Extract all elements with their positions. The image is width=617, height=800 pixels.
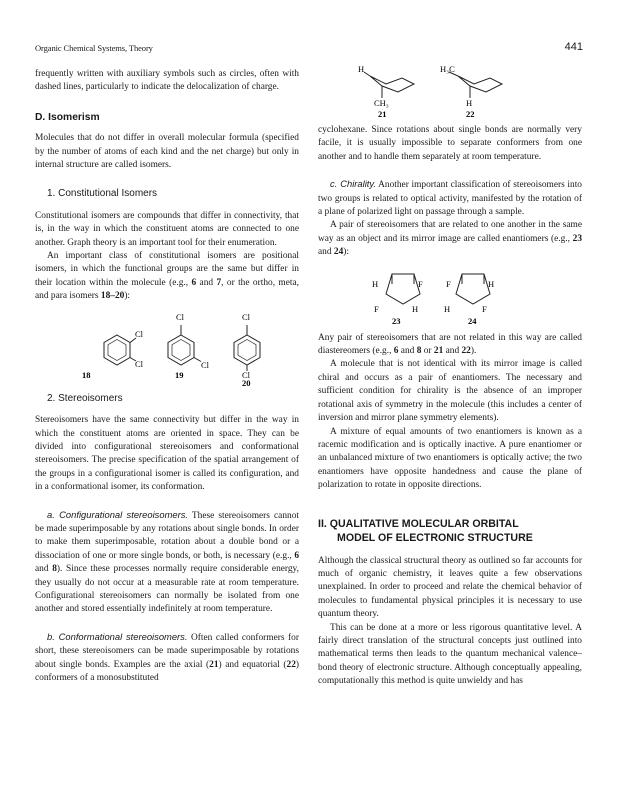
- paragraph-enantiomers: A pair of stereoisomers that are related to one another in the same way as an object and its mirror image are called enantiomers (e.g., 23 and 24):: [318, 220, 582, 258]
- chlorine-label: Cl: [135, 328, 144, 339]
- compound-number-22: 22: [466, 109, 475, 119]
- structure-19-meta: [168, 312, 210, 380]
- structure-21-axial: [358, 64, 414, 119]
- chlorine-label: Cl: [201, 359, 210, 370]
- right-column: [318, 60, 582, 689]
- structure-22-equatorial: [440, 64, 502, 119]
- compound-number-20: 20: [242, 377, 251, 386]
- section-ii-heading-line2: MODEL OF ELECTRONIC STRUCTURE: [337, 531, 533, 544]
- paragraph-cyclohexane: cyclohexane. Since rotations about single bonds are normally very facile, it is usually impossible to separate conformers from one another and to handle them separately at room temperature.: [318, 125, 582, 162]
- left-column: [35, 68, 299, 685]
- subsection-stereoisomers-heading: 2. Stereoisomers: [47, 392, 123, 404]
- section-ii-heading: [318, 517, 582, 545]
- structure-24: [444, 274, 494, 326]
- paragraph-racemic: A mixture of equal amounts of two enantiomers is known as a racemic modification and is optically inactive. A pure enantiomer or an unbalanced mixture of two enantiomers is optically active; the two enantiomers have opposite handedness and cause the plane of polarization to rotate in opposite directions.: [318, 426, 582, 491]
- chlorine-label: Cl: [242, 311, 251, 322]
- paragraph-conformational: b. Conformational stereoisomers. Often called conformers for short, these stereoisomers can be made superimposable by rotations about single bonds. Examples are the axial (21) and equatorial (22) conformers of a monosubstituted: [35, 630, 299, 683]
- methyl-label: CH₃: [374, 98, 389, 108]
- paragraph-configurational: a. Configurational stereoisomers. These stereoisomers cannot be made superimposable by any rotations about single bonds. In order to make them superimposable, rotation about a double bond or a dissociation of one or more single bonds, or both, is necessary (e.g., 6 and 8). Since these processes normally require considerable energy, they usually do not occur at a measurable rate at room temperature. Configurational stereoisomers can normally be isolated from one another and stored essentially indefinitely at room temperature.: [35, 508, 299, 615]
- fluorine-label: F: [482, 303, 487, 314]
- chlorine-label: Cl: [176, 311, 185, 322]
- configurational-run-in-heading: a. Configurational stereoisomers.: [47, 508, 189, 520]
- hydrogen-label: H: [488, 278, 495, 289]
- paragraph-chirality: c. Chirality. Another important classification of stereoisomers into two groups is related to optical activity, manifested by the rotation of a plane of polarized light on passage through a sample.: [318, 178, 582, 218]
- hydrogen-label: H: [372, 278, 379, 289]
- structure-20-para: [234, 312, 260, 386]
- compound-number-21: 21: [378, 109, 387, 119]
- structure-23: [372, 274, 423, 326]
- paragraph-this-can-be-done: This can be done at a more or less rigorous quantitative level. A fairly direct translation of the structural concepts just outlined into mathematical terms then leads to the quantum mechanical valence–bond theory of electronic structure. Although conceptually appealing, computationally this method is quite unwieldy and has: [318, 622, 582, 687]
- hydrogen-label: H: [466, 98, 473, 108]
- conformational-run-in-heading: b. Conformational stereoisomers.: [47, 630, 188, 642]
- compound-number-23: 23: [392, 315, 401, 326]
- paragraph-although: Although the classical structural theory as outlined so far accounts for much of organic chemistry, it leaves quite a few observations unexplained. In order to proceed and relate the chemical behavior of molecules to fundamental physical principles it is necessary to use quantum theory.: [318, 555, 582, 620]
- hydrogen-label: H: [444, 303, 451, 314]
- cyclohexane-conformers-figure: [318, 60, 582, 124]
- dichlorobenzene-isomers-figure: [35, 304, 299, 386]
- paragraph-constitutional: Constitutional isomers are compounds that differ in connectivity, that is, in the way in which the constituent atoms are connected to one another. Graph theory is an important tool for their enumeration.: [35, 210, 299, 248]
- compound-number-19: 19: [175, 369, 184, 380]
- paragraph-continued: frequently written with auxiliary symbols such as circles, often with dashed lines, particularly to indicate the delocalization of charge.: [35, 69, 299, 93]
- paragraph-positional-isomers: An important class of constitutional isomers are positional isomers, in which the functional groups are the same but differ in their location within the molecule (e.g., 6 and 7, or the ortho, meta, and para isomers 18–20):: [35, 251, 299, 302]
- paragraph-chiral: A molecule that is not identical with its mirror image is called chiral and occurs as a pair of enantiomers. The necessary and sufficient condition for chirality is the absence of an improper rotational axis of symmetry in the molecule (this includes a center of inversion and mirror plane symmetry elements).: [318, 359, 582, 424]
- chlorine-label: Cl: [242, 369, 251, 380]
- section-d-heading: D. Isomerism: [35, 111, 100, 123]
- compound-number-18: 18: [82, 369, 91, 380]
- paragraph-diastereomers: Any pair of stereoisomers that are not related in this way are called diastereomers (e.g., 6 and 8 or 21 and 22).: [318, 332, 582, 357]
- paragraph-stereoisomers: Stereoisomers have the same connectivity but differ in the way in which the constituent atoms are oriented in space. They can be divided into configurational stereoisomers and conformational stereoisomers. The precise specification of the spatial arrangement of the groups in a configurational isomer is called its configuration, and in a conformational isomer, its conformation.: [35, 415, 299, 493]
- running-title: Organic Chemical Systems, Theory: [35, 43, 153, 53]
- hydrogen-label: H: [358, 64, 365, 74]
- enantiomers-figure: [318, 260, 582, 332]
- structure-18-ortho: [82, 329, 144, 380]
- chlorine-label: Cl: [135, 358, 144, 369]
- fluorine-label: F: [446, 278, 451, 289]
- section-ii-heading-line1: II. QUALITATIVE MOLECULAR ORBITAL: [318, 517, 519, 530]
- page-number: 441: [564, 41, 583, 53]
- paragraph-isomers-definition: Molecules that do not differ in overall molecular formula (specified by the number of atoms of each kind and the net charge) but only in internal structure are called isomers.: [35, 133, 299, 171]
- hydrogen-label: H: [412, 303, 419, 314]
- chirality-run-in-heading: c. Chirality.: [330, 178, 376, 190]
- compound-number-24: 24: [468, 315, 477, 326]
- fluorine-label: F: [374, 303, 379, 314]
- subsection-constitutional-heading: 1. Constitutional Isomers: [47, 188, 158, 200]
- methyl-label: H₃C: [440, 64, 455, 74]
- fluorine-label: F: [418, 278, 423, 289]
